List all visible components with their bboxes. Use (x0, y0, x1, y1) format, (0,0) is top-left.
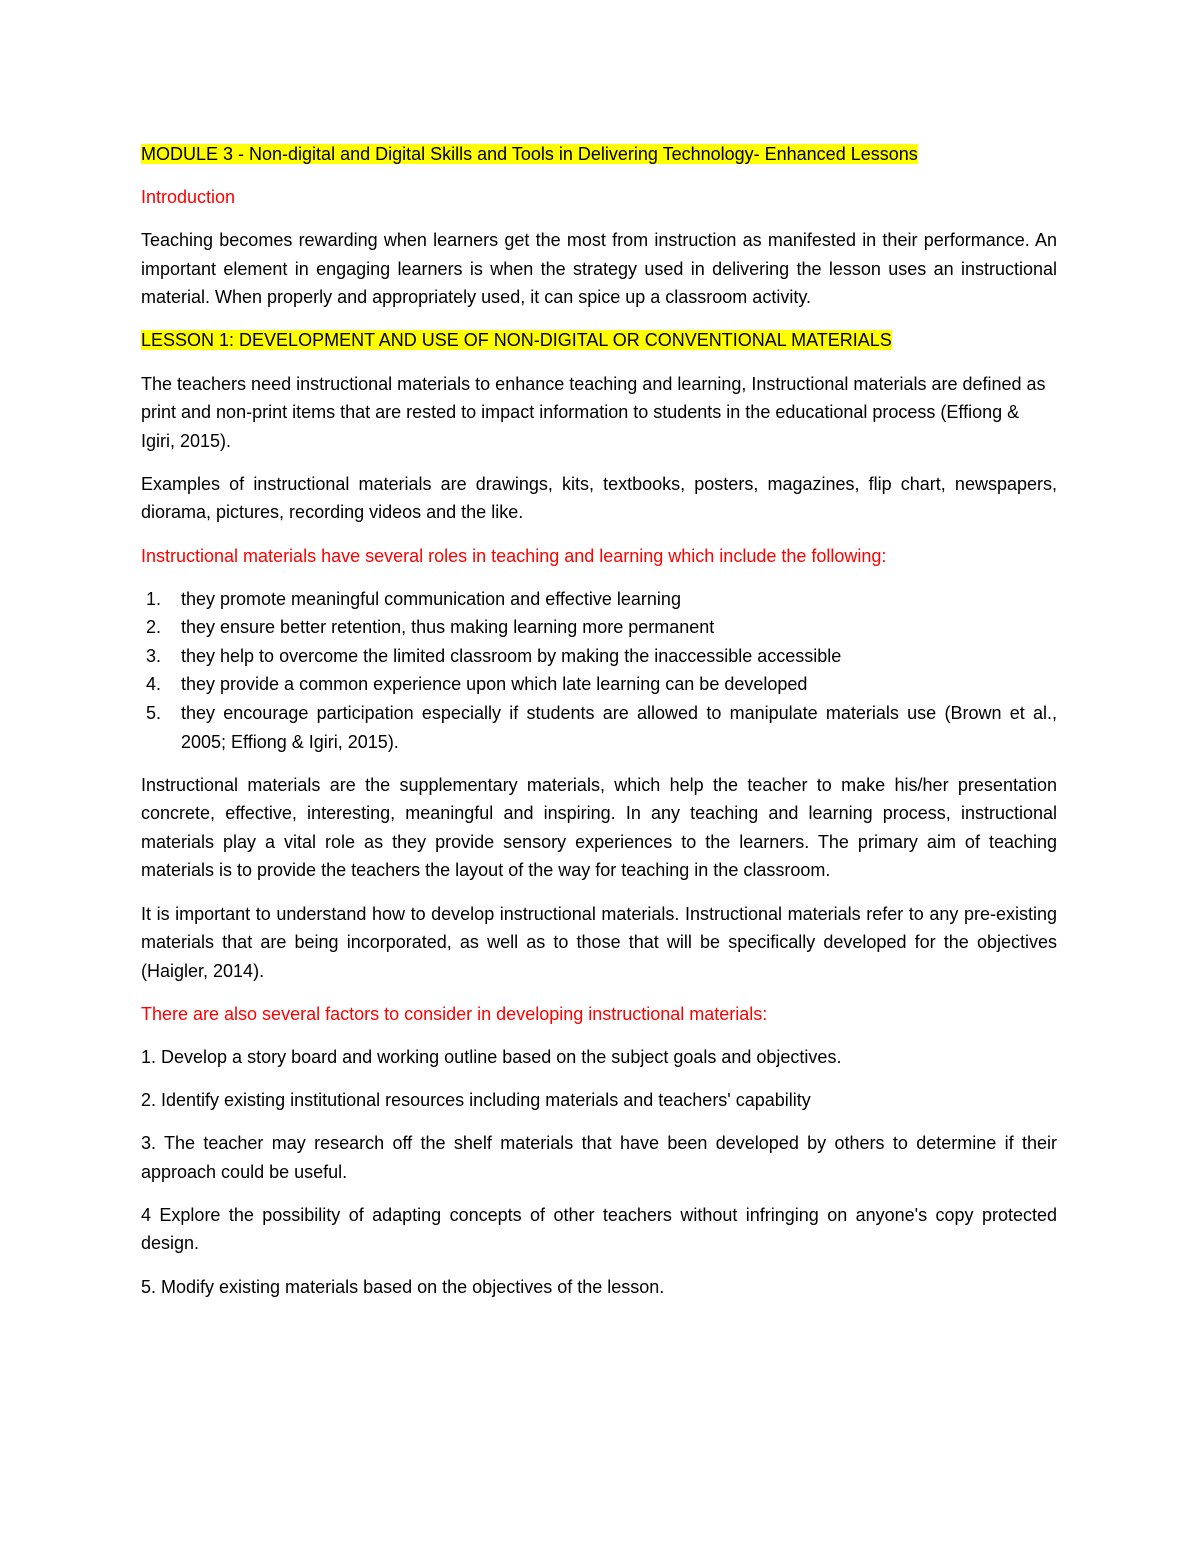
list-number: 1. (146, 588, 162, 609)
lesson-paragraph-1: The teachers need instructional materials to enhance teaching and learning, Instructional materials are defined as print and non-print items that are rested to impact information to students in the educational process (Effiong & Igiri, 2015). (141, 373, 1046, 451)
list-item (146, 613, 1057, 642)
factors-heading: There are also several factors to consider in developing instructional materials: (141, 1003, 768, 1024)
list-text: they provide a common experience upon which late learning can be developed (181, 674, 808, 695)
intro-heading: Introduction (141, 187, 236, 208)
document-page (141, 140, 1057, 1316)
list-text: they promote meaningful communication and effective learning (181, 588, 681, 609)
list-text: they encourage participation especially if students are allowed to manipulate materials use (Brown et al., 2005; Effiong & Igiri, 2015). (181, 703, 1057, 752)
list-item (146, 642, 1057, 671)
list-number: 2. (146, 617, 162, 638)
list-number: 4. (146, 674, 162, 695)
lesson-title: LESSON 1: DEVELOPMENT AND USE OF NON-DIGITAL OR CONVENTIONAL MATERIALS (141, 330, 892, 351)
module-title: MODULE 3 - Non-digital and Digital Skills and Tools in Delivering Technology- Enhanced Lessons (141, 144, 918, 164)
list-item (146, 670, 1057, 699)
module-title-line (141, 140, 1057, 169)
list-number: 3. (146, 645, 162, 666)
list-item (146, 699, 1057, 756)
list-text: they help to overcome the limited classroom by making the inaccessible accessible (181, 645, 842, 666)
list-number: 5. (146, 703, 162, 723)
lesson-paragraph-2: Examples of instructional materials are drawings, kits, textbooks, posters, magazines, flip chart, newspapers, diorama, pictures, recording videos and the like. (141, 473, 1057, 523)
list-item (146, 585, 1057, 614)
factor-item: 2. Identify existing institutional resources including materials and teachers' capability (141, 1090, 811, 1111)
intro-paragraph: Teaching becomes rewarding when learners get the most from instruction as manifested in their performance. An important element in engaging learners is when the strategy used in delivering the lesson uses an instructional material. When properly and appropriately used, it can spice up a classroom activity. (141, 230, 1057, 308)
roles-heading: Instructional materials have several roles in teaching and learning which include the following: (141, 545, 887, 566)
factor-item: 3. The teacher may research off the shelf materials that have been developed by others to determine if their approach could be useful. (141, 1133, 1057, 1182)
list-text: they ensure better retention, thus making learning more permanent (181, 617, 715, 638)
factor-item: 4 Explore the possibility of adapting concepts of other teachers without infringing on anyone's copy protected design. (141, 1204, 1057, 1254)
paragraph-4: It is important to understand how to develop instructional materials. Instructional materials refer to any pre-existing materials that are being incorporated, as well as to those that will be specifically developed for the objectives (Haigler, 2014). (141, 903, 1057, 981)
roles-list (141, 585, 1057, 757)
factor-item: 5. Modify existing materials based on the objectives of the lesson. (141, 1276, 665, 1297)
lesson-title-line (141, 326, 1057, 355)
paragraph-3: Instructional materials are the supplementary materials, which help the teacher to make his/her presentation concrete, effective, interesting, meaningful and inspiring. In any teaching and learning process, instructional materials play a vital role as they provide sensory experiences to the learners. The primary aim of teaching materials is to provide the teachers the layout of the way for teaching in the classroom. (141, 774, 1057, 881)
factor-item: 1. Develop a story board and working outline based on the subject goals and objectives. (141, 1046, 842, 1067)
